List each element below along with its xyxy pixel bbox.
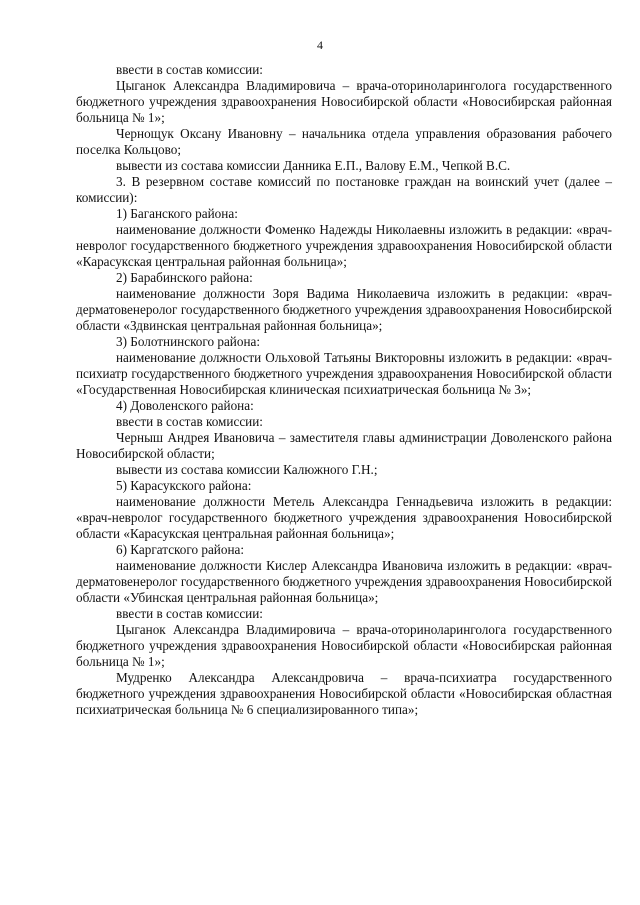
paragraph: 1) Баганского района: <box>116 206 238 221</box>
paragraph: наименование должности Фоменко Надежды Николаевны изложить в редакции: «врач-невролог государственного бюджетного учреждения здравоохранения Новосибирской области «Карасукская центральная районная больница»; <box>76 222 612 269</box>
paragraph: ввести в состав комиссии: <box>116 62 263 77</box>
paragraph: Черныш Андрея Ивановича – заместителя главы администрации Доволенского района Новосибирской области; <box>76 430 612 461</box>
paragraph: вывести из состава комиссии Данника Е.П., Валову Е.М., Чепкой В.С. <box>116 158 511 173</box>
document-body <box>76 62 612 718</box>
paragraph: 4) Доволенского района: <box>116 398 254 413</box>
paragraph: вывести из состава комиссии Калюжного Г.Н.; <box>116 462 378 477</box>
paragraph: наименование должности Метель Александра Геннадьевича изложить в редакции: «врач-невролог государственного бюджетного учреждения здравоохранения Новосибирской области «Карасукская центральная районная больница»; <box>76 494 612 541</box>
paragraph: Цыганок Александра Владимировича – врача-оториноларинголога государственного бюджетного учреждения здравоохранения Новосибирской области «Новосибирская районная больница № 1»; <box>76 622 612 669</box>
paragraph: Чернощук Оксану Ивановну – начальника отдела управления образования рабочего поселка Кольцово; <box>76 126 612 157</box>
paragraph: наименование должности Зоря Вадима Николаевича изложить в редакции: «врач-дерматовенеролог государственного бюджетного учреждения здравоохранения Новосибирской области «Здвинская центральная районная больница»; <box>76 286 612 333</box>
paragraph: 6) Каргатского района: <box>116 542 245 557</box>
paragraph: 3. В резервном составе комиссий по постановке граждан на воинский учет (далее – комиссии): <box>76 174 612 205</box>
paragraph: ввести в состав комиссии: <box>116 414 263 429</box>
paragraph: ввести в состав комиссии: <box>116 606 263 621</box>
paragraph: 5) Карасукского района: <box>116 478 252 493</box>
page-number: 4 <box>317 38 323 52</box>
paragraph: Мудренко Александра Александровича – врача-психиатра государственного бюджетного учреждения здравоохранения Новосибирской области «Новосибирская областная психиатрическая больница № 6 специализированного типа»; <box>76 670 612 717</box>
paragraph: наименование должности Ольховой Татьяны Викторовны изложить в редакции: «врач-психиатр государственного бюджетного учреждения здравоохранения Новосибирской области «Государственная Новосибирская клиническая психиатрическая больница № 3»; <box>76 350 612 397</box>
paragraph: наименование должности Кислер Александра Ивановича изложить в редакции: «врач-дерматовенеролог государственного бюджетного учреждения здравоохранения Новосибирской области «Убинская центральная районная больница»; <box>76 558 612 605</box>
paragraph: 3) Болотнинского района: <box>116 334 261 349</box>
paragraph: Цыганок Александра Владимировича – врача-оториноларинголога государственного бюджетного учреждения здравоохранения Новосибирской области «Новосибирская районная больница № 1»; <box>76 78 612 125</box>
paragraph: 2) Барабинского района: <box>116 270 253 285</box>
